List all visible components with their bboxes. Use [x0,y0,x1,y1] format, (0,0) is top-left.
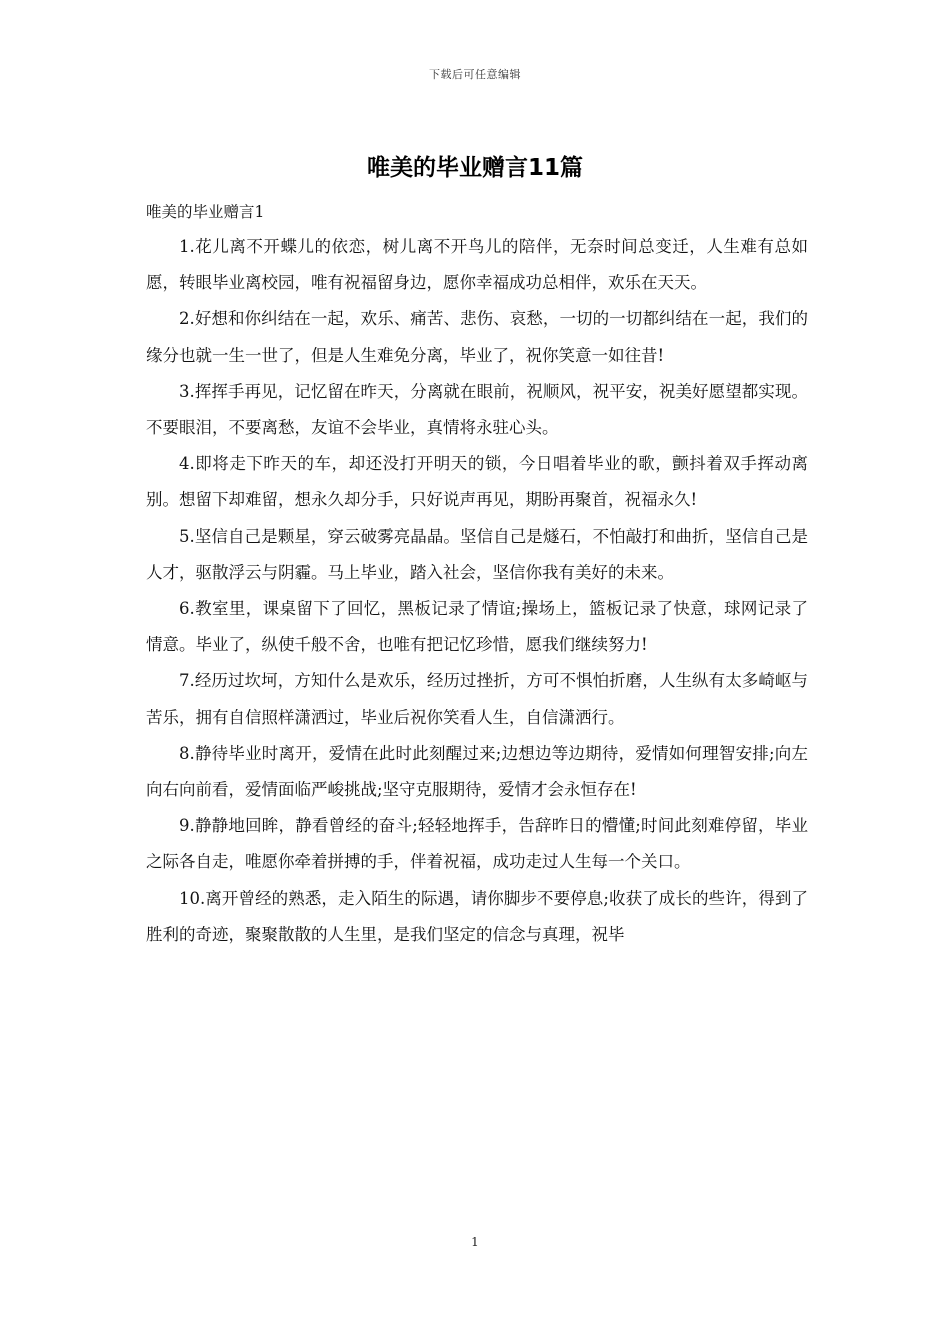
paragraph-1: 1.花儿离不开蝶儿的依恋，树儿离不开鸟儿的陪伴，无奈时间总变迁，人生难有总如愿，转眼毕业离校园，唯有祝福留身边，愿你幸福成功总相伴，欢乐在天天。 [146,237,808,293]
paragraph-10: 10.离开曾经的熟悉，走入陌生的际遇，请你脚步不要停息;收获了成长的些许，得到了胜利的奇迹，聚聚散散的人生里，是我们坚定的信念与真理，祝毕 [146,888,808,944]
header-note: 下载后可任意编辑 [429,68,521,81]
section-heading: 唯美的毕业赠言1 [146,203,265,221]
page-number: 1 [471,1235,479,1249]
paragraph-6: 6.教室里，课桌留下了回忆，黑板记录了情谊;操场上，篮板记录了快意，球网记录了情意。毕业了，纵使千般不舍，也唯有把记忆珍惜，愿我们继续努力! [146,599,808,655]
paragraph-7: 7.经历过坎坷，方知什么是欢乐，经历过挫折，方可不惧怕折磨，人生纵有太多崎岖与苦乐，拥有自信照样潇洒过，毕业后祝你笑看人生，自信潇洒行。 [146,671,808,727]
document-body [146,229,808,1207]
paragraph-9: 9.静静地回眸，静看曾经的奋斗;轻轻地挥手，告辞昨日的懵懂;时间此刻难停留，毕业之际各自走，唯愿你牵着拼搏的手，伴着祝福，成功走过人生每一个关口。 [146,816,808,872]
paragraph-8: 8.静待毕业时离开，爱情在此时此刻醒过来;边想边等边期待，爱情如何理智安排;向左向右向前看，爱情面临严峻挑战;坚守克服期待，爱情才会永恒存在! [146,743,808,800]
paragraph-5: 5.坚信自己是颗星，穿云破雾亮晶晶。坚信自己是燧石，不怕敲打和曲折，坚信自己是人才，驱散浮云与阴霾。马上毕业，踏入社会，坚信你我有美好的未来。 [146,526,808,582]
paragraph-4: 4.即将走下昨天的车，却还没打开明天的锁，今日唱着毕业的歌，颤抖着双手挥动离别。想留下却难留，想永久却分手，只好说声再见，期盼再聚首，祝福永久! [146,454,808,510]
paragraph-3: 3.挥挥手再见，记忆留在昨天，分离就在眼前，祝顺风，祝平安，祝美好愿望都实现。不要眼泪，不要离愁，友谊不会毕业，真情将永驻心头。 [146,381,808,438]
document-title: 唯美的毕业赠言11篇 [366,155,583,181]
paragraph-2: 2.好想和你纠结在一起，欢乐、痛苦、悲伤、哀愁，一切的一切都纠结在一起，我们的缘分也就一生一世了，但是人生难免分离，毕业了，祝你笑意一如往昔! [146,309,808,365]
